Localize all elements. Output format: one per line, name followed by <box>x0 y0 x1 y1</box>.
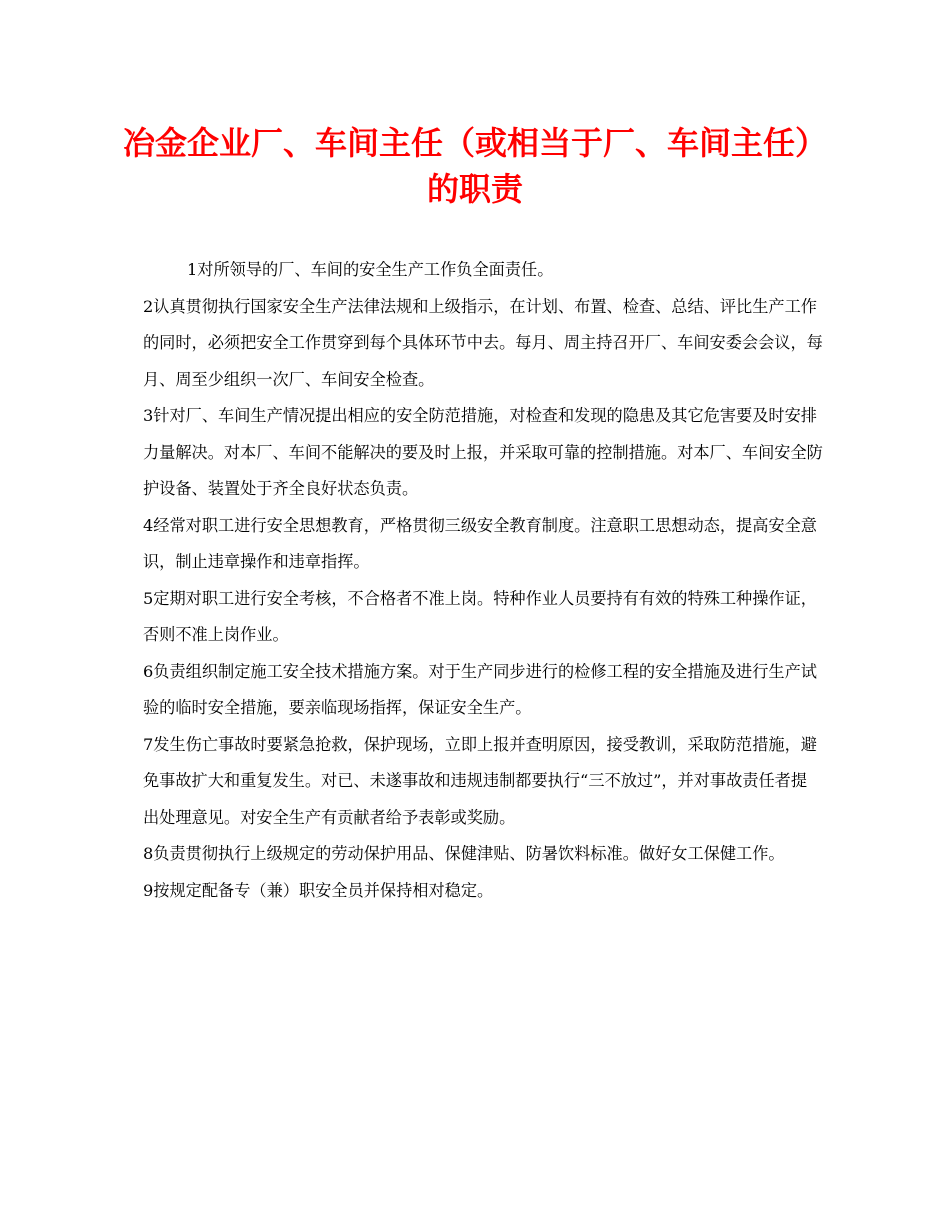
paragraph-2: 2认真贯彻执行国家安全生产法律法规和上级指示，在计划、布置、检查、总结、评比生产工作的同时，必须把安全工作贯穿到每个具体环节中去。每月、周主持召开厂、车间安委会会议，每月、周至少组织一次厂、车间安全检查。 <box>143 296 823 389</box>
paragraph-8: 8负责贯彻执行上级规定的劳动保护用品、保健津贴、防暑饮料标准。做好女工保健工作。 <box>143 844 785 863</box>
paragraph-4: 4经常对职工进行安全思想教育，严格贯彻三级安全教育制度。注意职工思想动态，提高安全意识，制止违章操作和违章指挥。 <box>143 515 817 571</box>
paragraph-6: 6负责组织制定施工安全技术措施方案。对于生产同步进行的检修工程的安全措施及进行生产试验的临时安全措施，要亲临现场指挥，保证安全生产。 <box>143 661 817 717</box>
paragraph-7: 7发生伤亡事故时要紧急抢救，保护现场，立即上报并查明原因，接受教训，采取防范措施，避免事故扩大和重复发生。对已、未遂事故和违规违制都要执行“三不放过”，并对事故责任者提出处理意见。对安全生产有贡献者给予表彰或奖励。 <box>143 734 817 827</box>
paragraph-1: 1对所领导的厂、车间的安全生产工作负全面责任。 <box>187 260 554 279</box>
paragraph-5: 5定期对职工进行安全考核，不合格者不准上岗。特种作业人员要持有有效的特殊工种操作证，否则不准上岗作业。 <box>143 588 817 644</box>
document-body <box>143 252 823 909</box>
document-title: 冶金企业厂、车间主任（或相当于厂、车间主任）的职责 <box>122 124 827 208</box>
paragraph-9: 9按规定配备专（兼）职安全员并保持相对稳定。 <box>143 880 494 900</box>
paragraph-3: 3针对厂、车间生产情况提出相应的安全防范措施，对检查和发现的隐患及其它危害要及时安排力量解决。对本厂、车间不能解决的要及时上报，并采取可靠的控制措施。对本厂、车间安全防护设备、装置处于齐全良好状态负责。 <box>143 406 823 498</box>
